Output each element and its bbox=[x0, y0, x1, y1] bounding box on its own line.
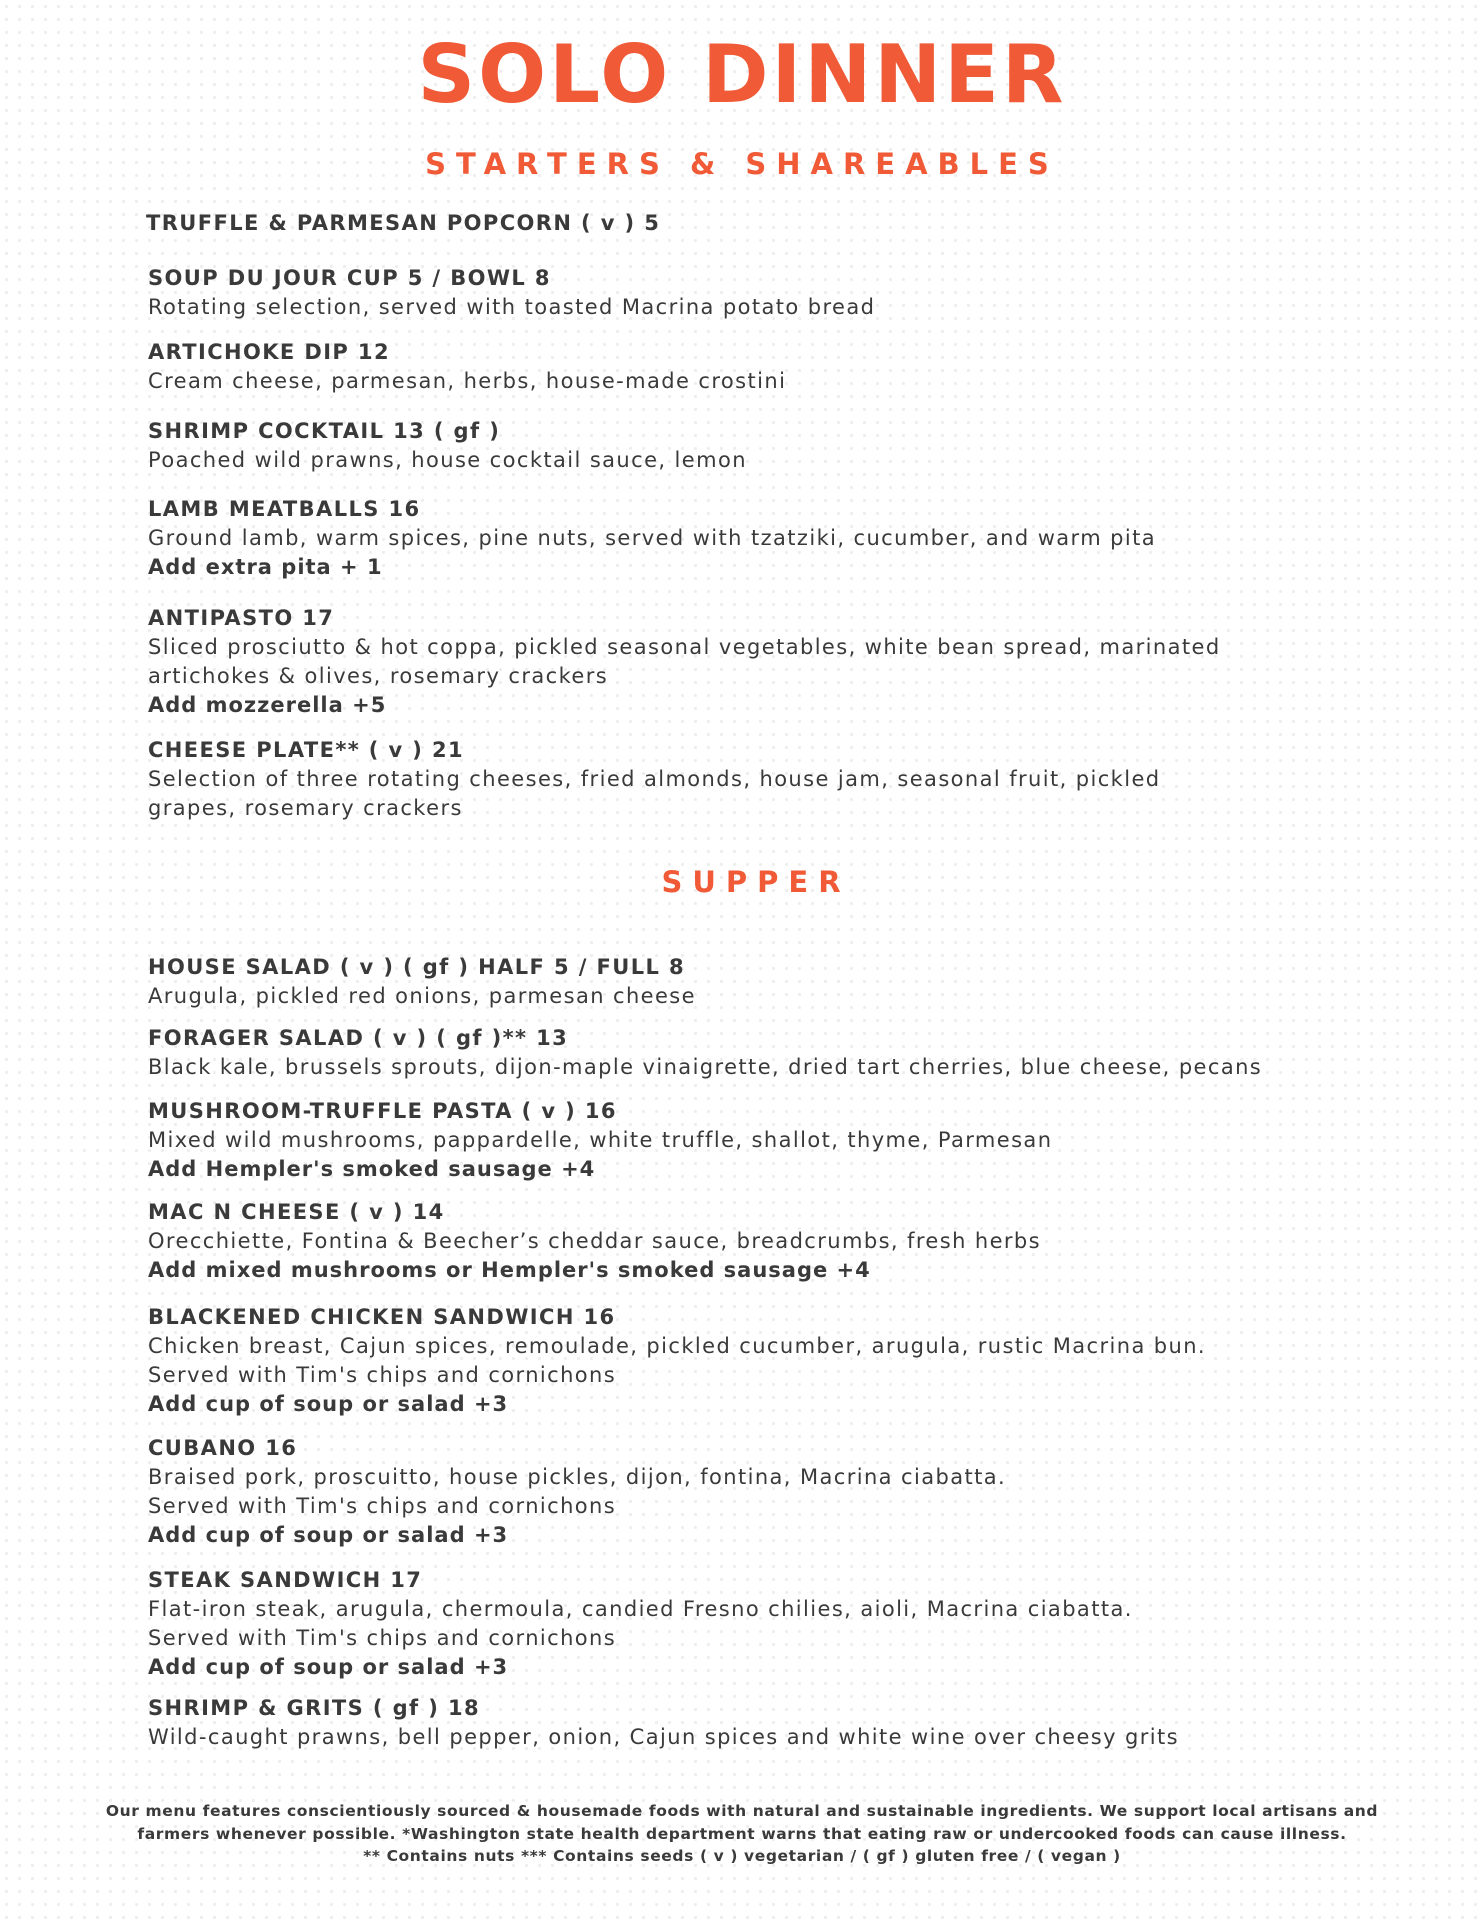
item-addon: Add extra pita + 1 bbox=[148, 555, 383, 579]
item-description: Chicken breast, Cajun spices, remoulade, pickled cucumber, arugula, rustic Macrina bun. bbox=[148, 1334, 1207, 1358]
menu-item bbox=[148, 494, 1156, 582]
menu-item bbox=[148, 416, 747, 475]
item-name: SHRIMP COCKTAIL 13 ( gf ) bbox=[148, 419, 501, 443]
menu-item bbox=[148, 1197, 1041, 1285]
item-name: STEAK SANDWICH 17 bbox=[148, 1568, 423, 1592]
item-description: Poached wild prawns, house cocktail sauce, lemon bbox=[148, 448, 747, 472]
item-name: MAC N CHEESE ( v ) 14 bbox=[148, 1200, 445, 1224]
menu-item bbox=[148, 1565, 1133, 1682]
footer-legend: ** Contains nuts *** Contains seeds ( v ) vegetarian / ( gf ) gluten free / ( vegan ) bbox=[363, 1847, 1121, 1865]
menu-item bbox=[148, 1023, 1262, 1082]
item-description: Flat-iron steak, arugula, chermoula, candied Fresno chilies, aioli, Macrina ciabatta. bbox=[148, 1597, 1133, 1621]
menu-item bbox=[148, 1096, 1052, 1184]
menu-item bbox=[148, 735, 1161, 823]
menu-footer bbox=[100, 1800, 1384, 1868]
item-name: CHEESE PLATE** ( v ) 21 bbox=[148, 738, 465, 762]
item-description: Ground lamb, warm spices, pine nuts, served with tzatziki, cucumber, and warm pita bbox=[148, 526, 1157, 550]
item-name: LAMB MEATBALLS 16 bbox=[148, 497, 421, 521]
footer-line: farmers whenever possible. *Washington state health department warns that eating raw or undercooked foods can cause illness. bbox=[137, 1824, 1347, 1843]
item-description: Mixed wild mushrooms, pappardelle, white truffle, shallot, thyme, Parmesan bbox=[148, 1128, 1053, 1152]
item-name: SOUP DU JOUR CUP 5 / BOWL 8 bbox=[148, 266, 551, 290]
item-addon: Add cup of soup or salad +3 bbox=[148, 1523, 509, 1547]
footer-line: Our menu features conscientiously sourced & housemade foods with natural and sustainable ingredients. We support local artisans and bbox=[105, 1802, 1379, 1820]
item-name: MUSHROOM-TRUFFLE PASTA ( v ) 16 bbox=[148, 1099, 617, 1123]
item-name: FORAGER SALAD ( v ) ( gf )** 13 bbox=[148, 1026, 569, 1050]
item-description: Black kale, brussels sprouts, dijon-maple vinaigrette, dried tart cherries, blue cheese, pecans bbox=[148, 1055, 1263, 1079]
item-description: Orecchiette, Fontina & Beecher’s cheddar sauce, breadcrumbs, fresh herbs bbox=[148, 1229, 1042, 1253]
menu-item bbox=[148, 337, 786, 396]
menu-item bbox=[148, 263, 875, 322]
section-heading-supper: SUPPER bbox=[661, 865, 851, 899]
item-description: Selection of three rotating cheeses, fried almonds, house jam, seasonal fruit, pickled bbox=[148, 767, 1161, 791]
menu-item bbox=[148, 1433, 1006, 1550]
item-name: ANTIPASTO 17 bbox=[148, 606, 335, 630]
item-description: Cream cheese, parmesan, herbs, house-made crostini bbox=[148, 369, 787, 393]
item-description: Wild-caught prawns, bell pepper, onion, Cajun spices and white wine over cheesy grits bbox=[148, 1725, 1179, 1749]
item-description-continued: Served with Tim's chips and cornichons bbox=[148, 1626, 617, 1650]
item-description: Arugula, pickled red onions, parmesan cheese bbox=[148, 984, 696, 1008]
item-description-continued: Served with Tim's chips and cornichons bbox=[148, 1363, 617, 1387]
item-name: CUBANO 16 bbox=[148, 1436, 298, 1460]
menu-item bbox=[148, 603, 1221, 720]
menu-item bbox=[148, 1302, 1206, 1419]
item-description-continued: grapes, rosemary crackers bbox=[148, 796, 463, 820]
item-addon: Add cup of soup or salad +3 bbox=[148, 1655, 509, 1679]
item-name: HOUSE SALAD ( v ) ( gf ) HALF 5 / FULL 8 bbox=[148, 955, 685, 979]
menu-item bbox=[148, 1693, 1179, 1752]
item-description-continued: artichokes & olives, rosemary crackers bbox=[148, 664, 609, 688]
section-heading-starters: STARTERS & SHAREABLES bbox=[425, 147, 1059, 181]
item-description: Rotating selection, served with toasted Macrina potato bread bbox=[148, 295, 876, 319]
item-addon: Add cup of soup or salad +3 bbox=[148, 1392, 509, 1416]
item-name: BLACKENED CHICKEN SANDWICH 16 bbox=[148, 1305, 616, 1329]
item-description-continued: Served with Tim's chips and cornichons bbox=[148, 1494, 617, 1518]
item-addon: Add mixed mushrooms or Hempler's smoked sausage +4 bbox=[148, 1258, 871, 1282]
item-addon: Add Hempler's smoked sausage +4 bbox=[148, 1157, 596, 1181]
item-name: SHRIMP & GRITS ( gf ) 18 bbox=[148, 1696, 481, 1720]
item-name: ARTICHOKE DIP 12 bbox=[148, 340, 390, 364]
menu-item bbox=[148, 952, 696, 1011]
item-addon: Add mozzerella +5 bbox=[148, 693, 387, 717]
menu-title: SOLO DINNER bbox=[417, 28, 1067, 121]
item-description: Braised pork, proscuitto, house pickles, dijon, fontina, Macrina ciabatta. bbox=[148, 1465, 1007, 1489]
menu-item bbox=[146, 208, 660, 238]
item-description: Sliced prosciutto & hot coppa, pickled seasonal vegetables, white bean spread, marinated bbox=[148, 635, 1221, 659]
item-name: TRUFFLE & PARMESAN POPCORN ( v ) 5 bbox=[146, 211, 661, 235]
